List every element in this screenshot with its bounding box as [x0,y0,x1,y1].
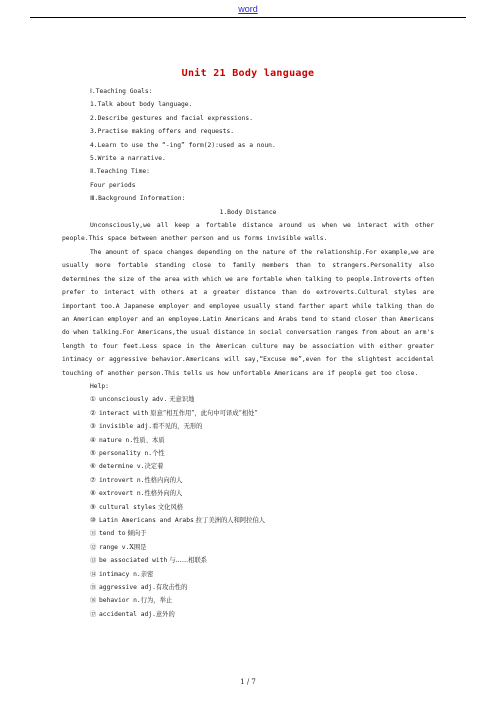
help-item [62,474,434,487]
help-number: ⑤ [90,449,96,457]
help-item [62,554,434,567]
help-heading: Help: [90,382,109,390]
goal-item: 3.Practise making offers and requests. [90,128,235,136]
help-number: ⑫ [90,543,97,551]
help-item [62,434,434,447]
help-meaning: 性格外向的人 [144,490,183,498]
paragraph: The amount of space changes depending on the nature of the relationship.For example,we are usually more fortable standing close to family members than to strangers.Personality also determines the size of the area with which we are fortable when talking to people.Introverts often prefer to interact with others at a greater distance than do extroverts.Cultural styles are important too.A Japanese employer and employee usually stand farther apart while talking than do an American employer and an employee.Latin Americans and Arabs tend to stand closer than Americans do when talking.For Americans,the usual distance in social conversation ranges from about an arm's length to four feet.Less space in the American culture may be association with either greater intimacy or aggressive behavior.Americans will say,“Excuse me”,even for the slightest accidental touching of another person.This tells us how unfortable Americans are if people get too close. [62,248,434,377]
help-term: Latin Americans and Arabs [99,517,194,524]
time-heading: Ⅱ.Teaching Time: [90,168,150,176]
help-number: ⑮ [90,584,97,592]
help-term: personality n. [99,449,153,457]
help-term: accidental adj. [99,610,156,618]
paragraph: Unconsciously,we all keep a fortable distance around us when we interact with other people.This space between another person and us forms invisible walls. [62,222,434,243]
header-link[interactable]: word [238,4,258,14]
help-number: ⑭ [90,570,97,578]
help-number: ② [90,409,96,417]
goal-item: 2.Describe gestures and facial expressions. [90,114,254,122]
page-indicator: 1 / 7 [240,678,256,686]
goal-item: 1.Talk about body language. [90,101,193,109]
help-term: extrovert n. [99,490,145,498]
help-term: interact with [99,409,149,417]
help-number: ⑯ [90,597,97,605]
help-number: ① [90,396,96,404]
help-number: ⑦ [90,476,96,484]
document-body [62,85,434,621]
help-meaning: 有攻击性的 [155,584,188,592]
help-item [62,501,434,514]
help-item [62,420,434,433]
help-item [62,447,434,460]
help-item [62,487,434,500]
help-meaning: 文化风格 [155,503,184,511]
help-meaning: 无意识地 [167,396,195,404]
page-title: Unit 21 Body language [181,68,315,79]
help-meaning: 行为，举止 [140,597,173,605]
help-number: ⑧ [90,490,96,498]
help-term: aggressive adj. [99,584,156,592]
help-meaning: 意外的 [155,610,175,618]
help-term: invisible adj. [99,423,153,431]
help-item [62,527,434,540]
background-heading: Ⅲ.Background Information: [90,195,186,203]
help-number: ③ [90,423,96,431]
help-meaning: 倾向于 [125,530,147,538]
time-value: Four periods [90,181,136,189]
help-item [62,393,434,406]
header-divider [30,17,466,18]
help-item [62,594,434,607]
help-meaning: 与……相联系 [167,557,208,565]
help-term: determine v. [99,463,145,471]
help-number: ④ [90,436,96,444]
help-number: ⑩ [90,517,96,524]
help-item [62,608,434,621]
help-item [62,407,434,420]
help-term: introvert n. [99,476,145,484]
help-meaning: 性质、本质 [133,436,165,444]
help-item [62,541,434,554]
help-number: ⑪ [90,530,97,538]
help-meaning: 拉丁美洲的人和阿拉伯人 [193,517,266,524]
help-term: unconsciously adv. [99,396,168,404]
help-term: be associated with [99,557,168,565]
help-number: ⑬ [90,557,97,565]
help-number: ⑥ [90,463,96,471]
goal-item: 5.Write a narrative. [90,155,166,163]
help-meaning: 原意“相互作用”，此句中可译成“相处” [148,409,258,417]
help-term: behavior n. [99,597,141,605]
help-meaning: 亲密 [140,570,154,578]
help-item [62,568,434,581]
section-title: 1.Body Distance [219,208,277,216]
help-meaning: 决定着 [144,463,164,471]
help-term: intimacy n. [99,570,141,578]
help-term: range v. [99,543,130,551]
help-item [62,581,434,594]
help-meaning: 个性 [152,449,165,457]
goal-item: 4.Learn to use the “-ing” form(2):used as a noun. [90,141,276,149]
goals-heading: Ⅰ.Teaching Goals: [90,88,153,95]
help-term: cultural styles [99,503,156,511]
help-term: tend to [99,530,126,538]
help-number: ⑨ [90,503,96,511]
help-item [62,514,434,527]
help-term: nature n. [99,436,134,444]
help-item [62,460,434,473]
help-meaning: 看不见的，无形的 [152,423,203,431]
help-number: ⑰ [90,610,97,618]
help-meaning: 性格内向的人 [144,476,183,484]
help-meaning: X围是 [129,543,147,551]
